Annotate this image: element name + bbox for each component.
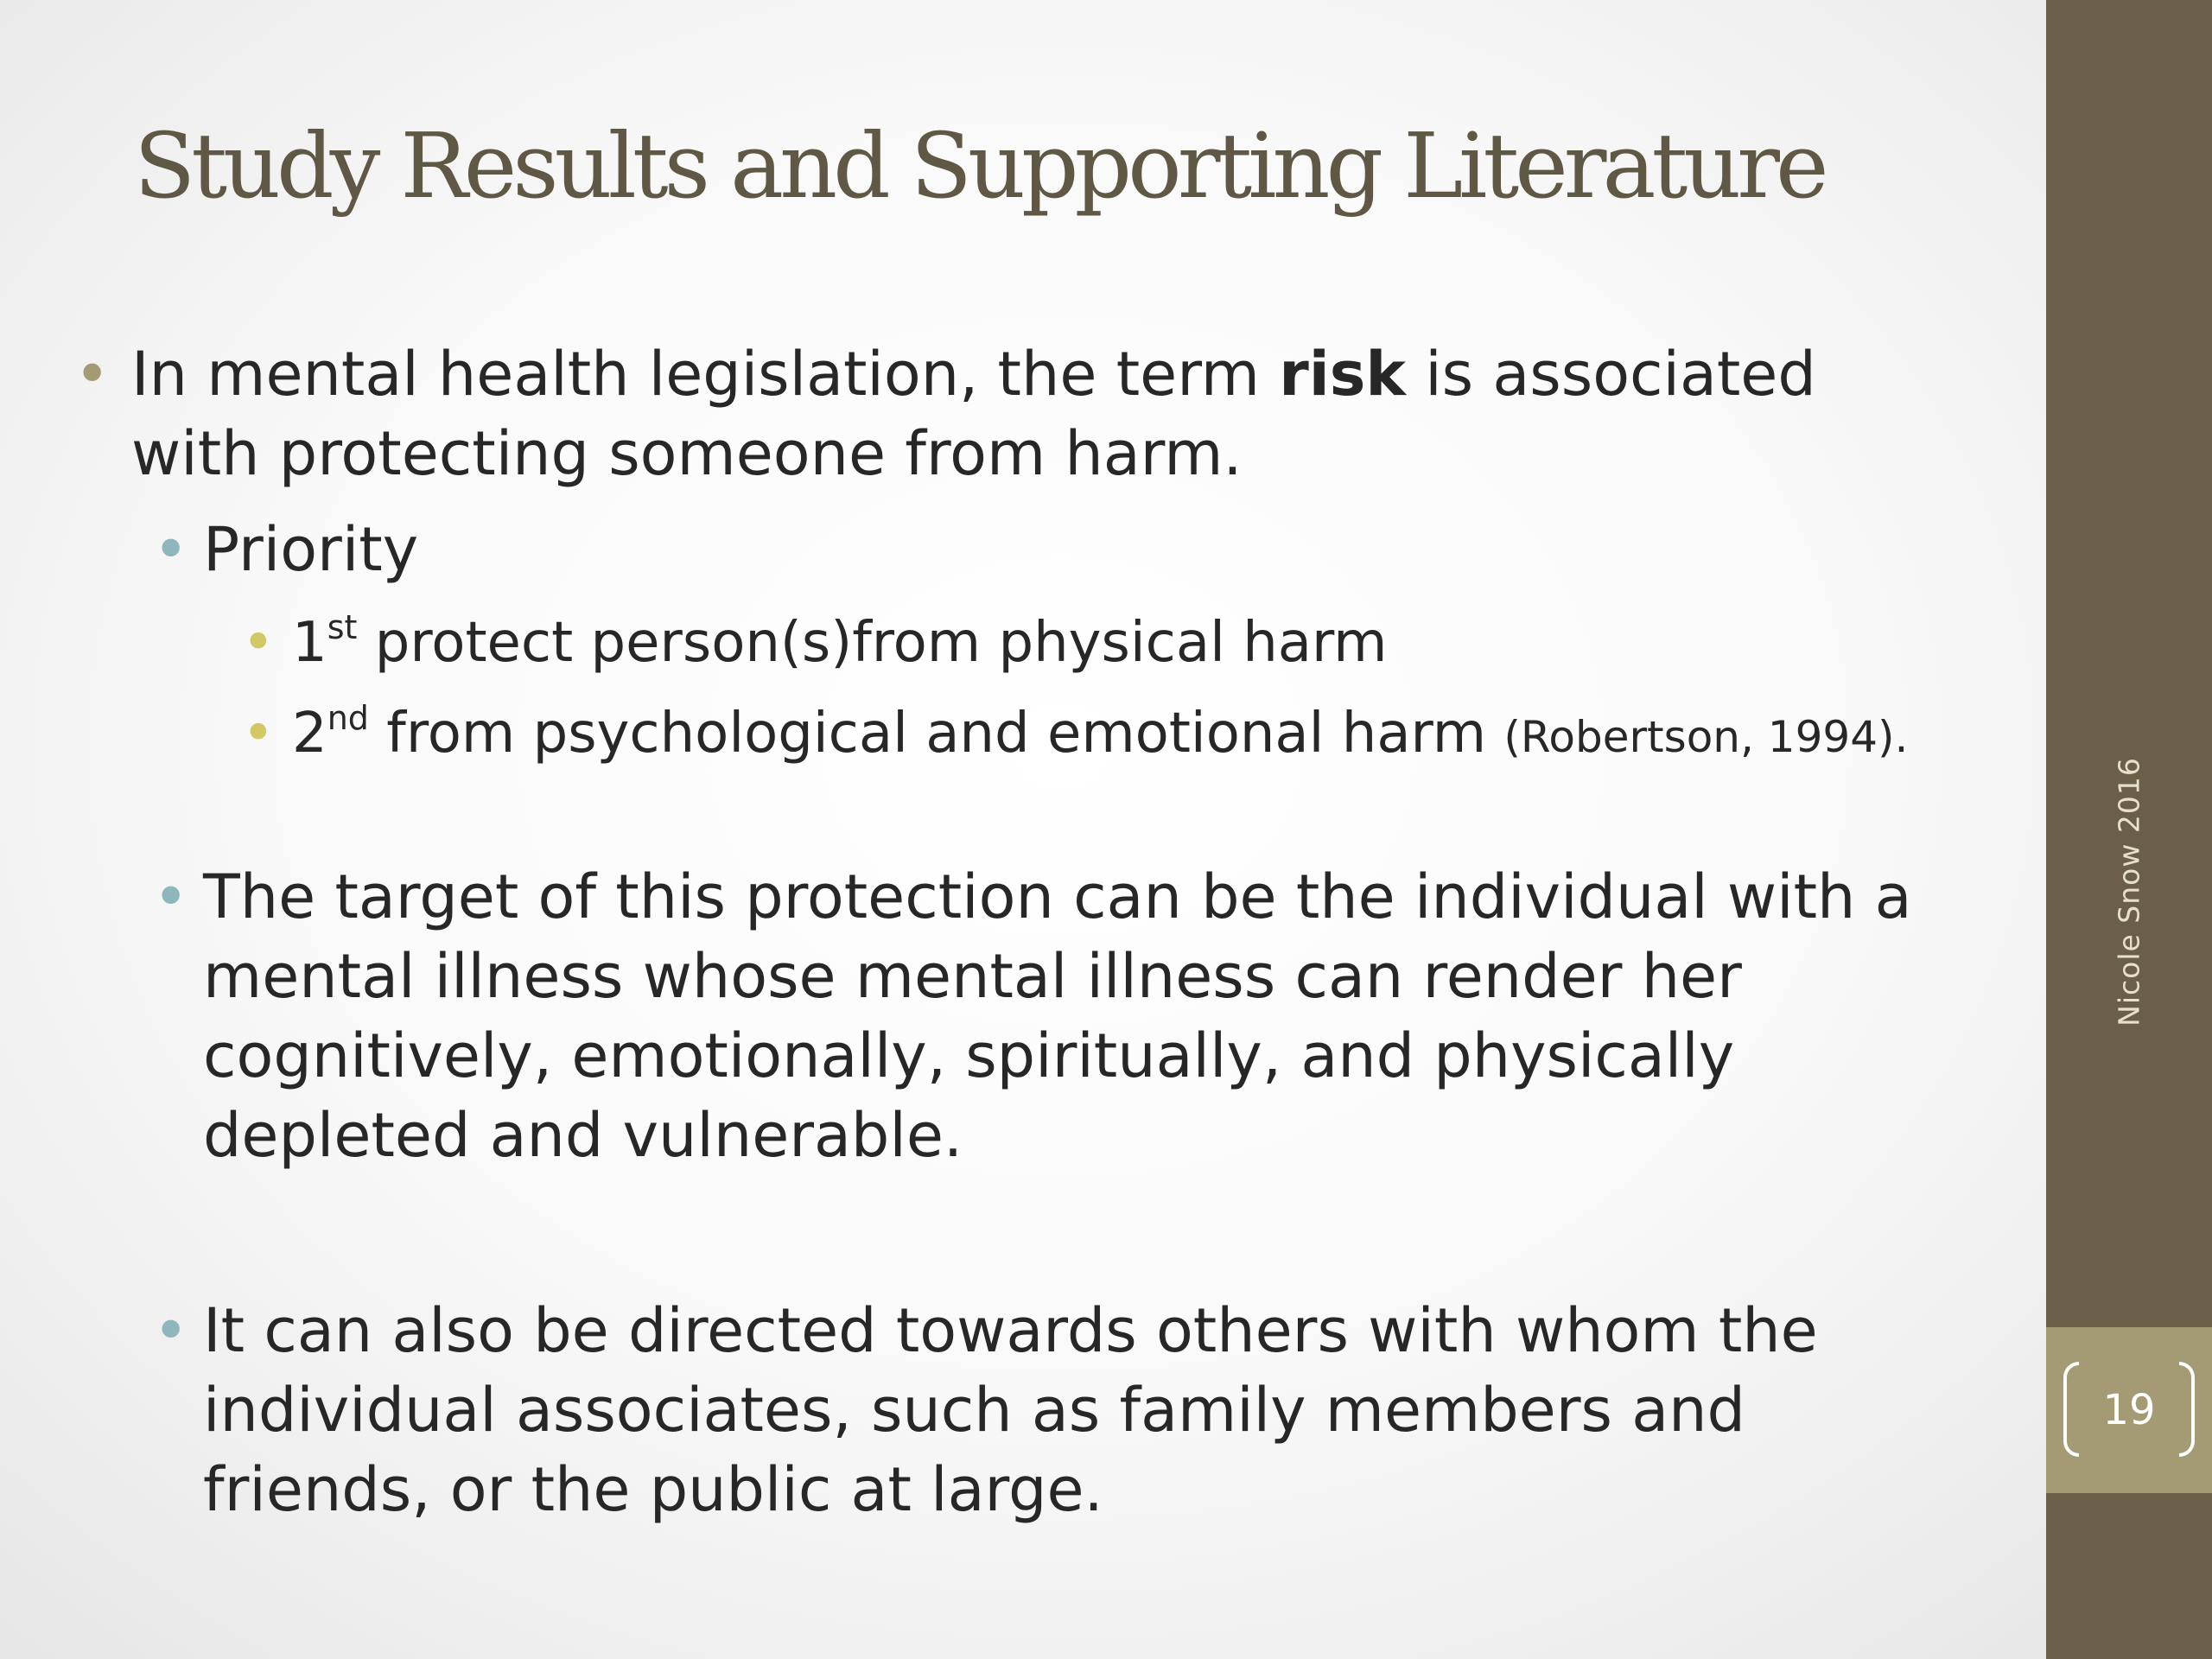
footer-author: Nicole Snow 2016	[2112, 757, 2146, 1027]
priority-label: Priority	[203, 514, 419, 585]
bullet-risk-emphasis: risk	[1279, 339, 1406, 410]
priority-ordinal-number: 1	[292, 611, 327, 675]
bullet-dot-icon: •	[242, 702, 275, 766]
priority-text: protect person(s)from physical harm	[357, 611, 1388, 675]
citation: (Robertson, 1994).	[1503, 712, 1909, 762]
priority-text: from psychological and emotional harm	[368, 702, 1504, 766]
bullet-dot-icon: •	[153, 514, 189, 585]
bullet-risk-definition	[74, 334, 1911, 493]
priority-ordinal-suffix: nd	[327, 699, 369, 737]
bullet-priority	[153, 510, 1974, 589]
priority-ordinal-suffix: st	[327, 608, 358, 646]
bullet-protection-others	[153, 1291, 1974, 1529]
bullet-dot-icon: •	[153, 861, 189, 932]
bullet-risk-before: In mental health legislation, the term	[131, 339, 1280, 410]
bullet-dot-icon: •	[153, 1295, 189, 1366]
bullet-risk-after: is associated with protecting someone from harm.	[131, 339, 1816, 489]
priority-ordinal-number: 2	[292, 702, 327, 766]
bullet-others-text: It can also be directed towards others with whom the individual associates, such as family members and friends, or the public at large.	[203, 1295, 1818, 1525]
bullet-dot-icon: •	[74, 339, 111, 410]
priority-item-2	[242, 694, 1977, 777]
bullet-target-text: The target of this protection can be the individual with a mental illness whose mental illness can render her cognitively, emotionally, spiritually, and physically depleted and vulnerable.	[203, 861, 1912, 1171]
page-number-box	[2046, 1327, 2212, 1493]
bullet-dot-icon: •	[242, 611, 275, 675]
page-number: 19	[2102, 1386, 2156, 1434]
bullet-protection-target	[153, 857, 1974, 1175]
priority-item-1	[242, 603, 1977, 683]
slide-title: Study Results and Supporting Literature	[134, 113, 1825, 219]
